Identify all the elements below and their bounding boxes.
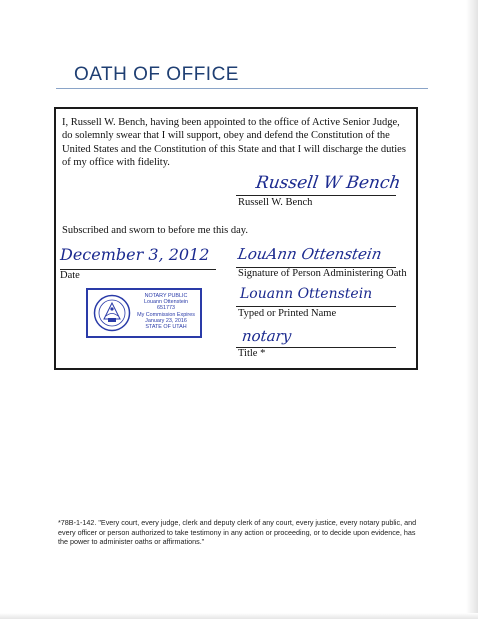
notary-stamp-text (130, 293, 202, 330)
stamp-line-number: 651773 (157, 305, 175, 312)
page-edge-shadow (466, 0, 478, 619)
state-seal-icon (93, 294, 131, 332)
oath-form-box (54, 107, 418, 370)
document-title: OATH OF OFFICE (74, 64, 239, 85)
page-bottom-shadow (0, 613, 478, 619)
printed-name-line (236, 306, 396, 307)
title-label: Title * (238, 348, 266, 359)
administrator-signature: LouAnn Ottenstein (236, 245, 384, 263)
statute-footnote: *78B-1-142. "Every court, every judge, clerk and deputy clerk of any court, every justice, every notary public, and every officer or person authorized to take testimony in any action or proceeding, or to decide upon evidence, has the power to administer oaths or affirmations." (58, 518, 417, 547)
oath-signature-line (236, 195, 396, 196)
administrator-signature-label: Signature of Person Administering Oath (238, 268, 407, 279)
title-handwritten: notary (241, 327, 293, 345)
date-line (60, 269, 216, 270)
oath-signature: Russell W Bench (254, 173, 402, 193)
oath-statement: I, Russell W. Bench, having been appointed to the office of Active Senior Judge, do solemnly swear that I will support, obey and defend the Constitution of the United States and the Constitution of this State and that I will discharge the duties of my office with fidelity. (62, 117, 406, 169)
notary-stamp (86, 288, 202, 338)
stamp-line-expires: My Commission Expires (137, 311, 195, 318)
oath-signer-name: Russell W. Bench (238, 197, 313, 208)
stamp-line-state: STATE OF UTAH (145, 324, 187, 331)
date-label: Date (60, 270, 80, 281)
printed-name-handwritten: Louann Ottenstein (240, 286, 373, 302)
title-underline (56, 88, 428, 89)
printed-name-label: Typed or Printed Name (238, 308, 337, 319)
stamp-line-name: Louann Ottenstein (143, 299, 189, 306)
date-handwritten: December 3, 2012 (60, 245, 210, 264)
stamp-line-date: January 23, 2016 (145, 317, 187, 324)
subscribed-statement: Subscribed and sworn to before me this day. (62, 225, 248, 236)
stamp-line-title: NOTARY PUBLIC (144, 293, 188, 299)
